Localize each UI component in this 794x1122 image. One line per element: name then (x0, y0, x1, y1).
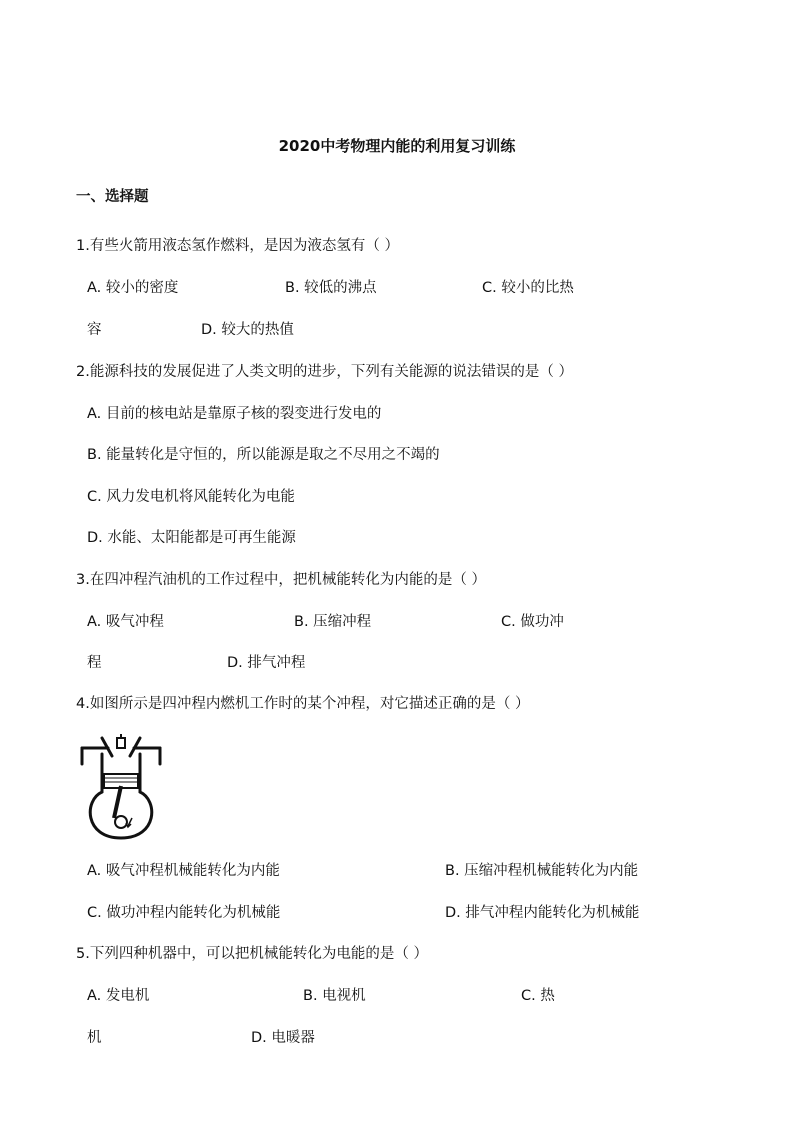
question-3-option-c: C. 做功冲 (501, 614, 564, 630)
question-2-option-c: C. 风力发电机将风能转化为电能 (87, 489, 295, 505)
question-5-option-b: B. 电视机 (303, 988, 366, 1004)
question-3-option-d: D. 排气冲程 (227, 655, 306, 671)
question-3-option-c-wrap: 程 (87, 655, 102, 671)
question-5-option-d: D. 电暖器 (251, 1030, 315, 1046)
question-4-option-d: D. 排气冲程内能转化为机械能 (445, 905, 640, 921)
question-5-option-c-wrap: 机 (87, 1030, 102, 1046)
question-5-stem: 5.下列四种机器中，可以把机械能转化为电能的是（ ） (76, 946, 428, 962)
question-1-option-c: C. 较小的比热 (482, 280, 574, 296)
engine-diagram (80, 734, 162, 842)
question-2-option-d: D. 水能、太阳能都是可再生能源 (87, 530, 296, 546)
page-title: 2020中考物理内能的利用复习训练 (278, 137, 516, 155)
question-1-option-a: A. 较小的密度 (87, 280, 179, 296)
question-5-option-a: A. 发电机 (87, 988, 150, 1004)
question-5-option-c: C. 热 (521, 988, 555, 1004)
question-2-option-b: B. 能量转化是守恒的，所以能源是取之不尽用之不竭的 (87, 447, 440, 463)
question-4-option-b: B. 压缩冲程机械能转化为内能 (445, 863, 639, 879)
question-1-option-b: B. 较低的沸点 (285, 280, 377, 296)
question-3-stem: 3.在四冲程汽油机的工作过程中，把机械能转化为内能的是（ ） (76, 572, 486, 588)
engine-stroke-figure (80, 734, 162, 842)
question-2-stem: 2.能源科技的发展促进了人类文明的进步，下列有关能源的说法错误的是（ ） (76, 364, 573, 380)
question-1-option-d: D. 较大的热值 (201, 322, 294, 338)
section-heading: 一、选择题 (76, 189, 149, 205)
question-1-option-c-wrap: 容 (87, 322, 102, 338)
question-4-option-a: A. 吸气冲程机械能转化为内能 (87, 863, 280, 879)
question-4-option-c: C. 做功冲程内能转化为机械能 (87, 905, 281, 921)
question-4-stem: 4.如图所示是四冲程内燃机工作时的某个冲程，对它描述正确的是（ ） (76, 696, 530, 712)
question-3-option-b: B. 压缩冲程 (294, 614, 372, 630)
question-1-stem: 1.有些火箭用液态氢作燃料，是因为液态氢有（ ） (76, 238, 399, 254)
question-3-option-a: A. 吸气冲程 (87, 614, 164, 630)
question-2-option-a: A. 目前的核电站是靠原子核的裂变进行发电的 (87, 406, 382, 422)
